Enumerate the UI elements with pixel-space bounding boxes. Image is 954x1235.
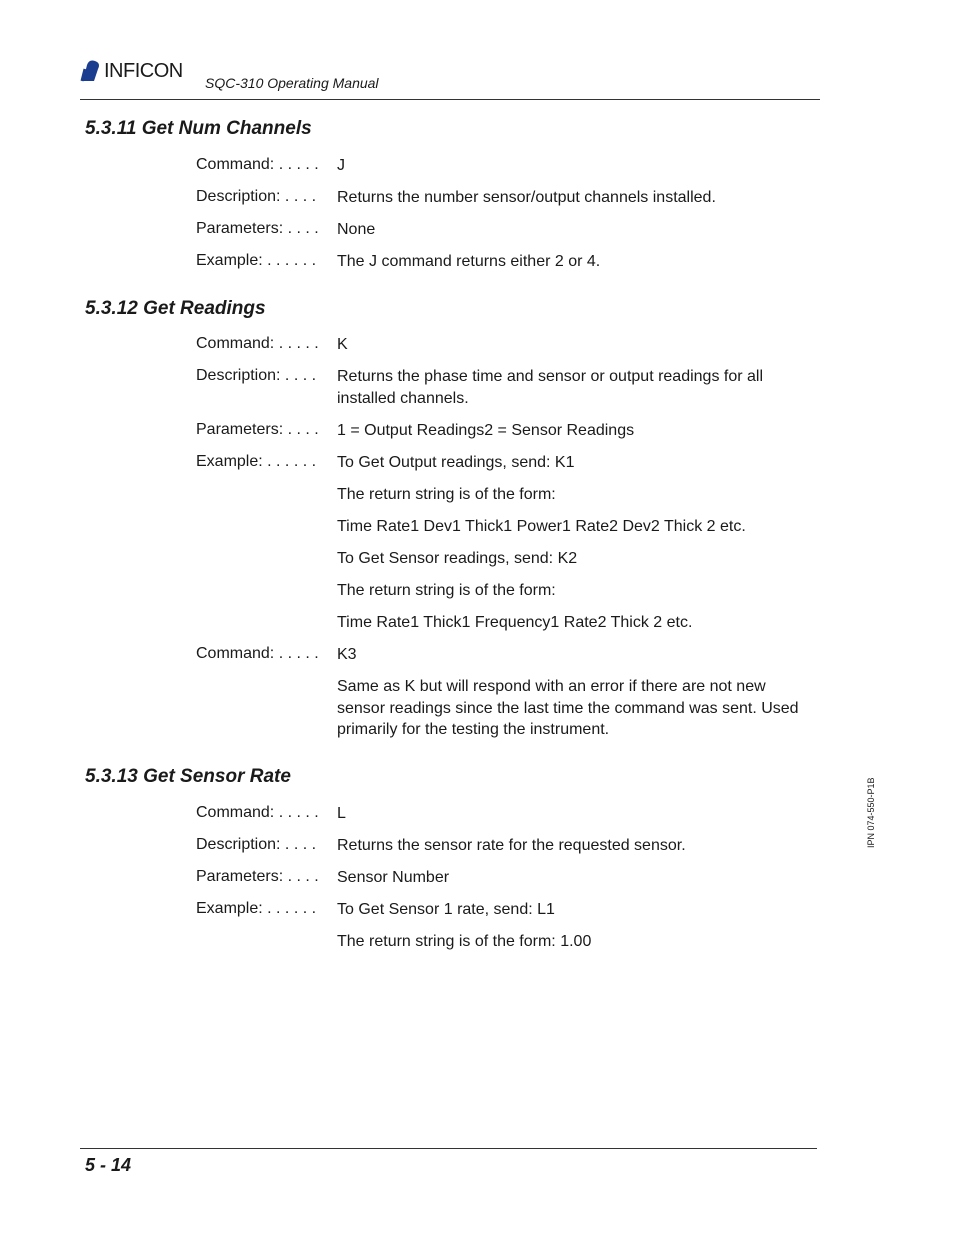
row-value: The return string is of the form: 1.00 — [337, 933, 592, 950]
section-title-get-readings: 5.3.12 Get Readings — [85, 298, 266, 319]
row-label: Description: . . . . — [196, 188, 317, 205]
row-label: Command: . . . . . — [196, 335, 319, 352]
inficon-logo-mark-icon — [80, 59, 102, 83]
row-label: Example: . . . . . . — [196, 252, 317, 269]
row-label: Command: . . . . . — [196, 804, 319, 821]
row-value: None — [337, 221, 376, 238]
row-label: Example: . . . . . . — [196, 453, 317, 470]
row-label: Command: . . . . . — [196, 645, 319, 662]
row-value: The return string is of the form: — [337, 486, 556, 503]
row-label: Parameters: . . . . — [196, 868, 319, 885]
row-value: The J command returns either 2 or 4. — [337, 253, 601, 270]
page-number: 5 - 14 — [85, 1155, 132, 1175]
row-label: Parameters: . . . . — [196, 220, 319, 237]
manual-title: SQC-310 Operating Manual — [205, 75, 379, 91]
row-label: Parameters: . . . . — [196, 421, 319, 438]
row-value: L — [337, 805, 346, 822]
row-value: Same as K but will respond with an error if there are not new sensor readings since the last time the command was sent. Used primarily for the testing the instrument. — [337, 678, 799, 738]
row-value: K — [337, 336, 348, 353]
inficon-logo — [80, 58, 183, 84]
row-value: 1 = Output Readings2 = Sensor Readings — [337, 422, 635, 439]
section-title-get-sensor-rate: 5.3.13 Get Sensor Rate — [85, 766, 291, 787]
row-value: Returns the phase time and sensor or output readings for all installed channels. — [337, 368, 764, 407]
row-label: Example: . . . . . . — [196, 900, 317, 917]
header-rule — [80, 99, 820, 100]
row-value: To Get Sensor readings, send: K2 — [337, 550, 578, 567]
footer-rule — [80, 1148, 817, 1149]
section-title-get-num-channels: 5.3.11 Get Num Channels — [85, 118, 312, 139]
row-value: To Get Output readings, send: K1 — [337, 454, 575, 471]
row-label: Description: . . . . — [196, 367, 317, 384]
logo-text: INFICON — [104, 59, 183, 82]
row-value: J — [337, 157, 345, 174]
row-value: K3 — [337, 646, 357, 663]
row-value: Time Rate1 Thick1 Frequency1 Rate2 Thick 2 etc. — [337, 614, 693, 631]
row-value: Sensor Number — [337, 869, 450, 886]
row-value: To Get Sensor 1 rate, send: L1 — [337, 901, 555, 918]
row-value: Returns the number sensor/output channels installed. — [337, 189, 716, 206]
row-value: Returns the sensor rate for the requested sensor. — [337, 837, 686, 854]
row-value: Time Rate1 Dev1 Thick1 Power1 Rate2 Dev2 Thick 2 etc. — [337, 518, 746, 535]
row-value: The return string is of the form: — [337, 582, 556, 599]
ipn-code: IPN 074-550-P1B — [866, 777, 876, 848]
row-label: Description: . . . . — [196, 836, 317, 853]
row-label: Command: . . . . . — [196, 156, 319, 173]
